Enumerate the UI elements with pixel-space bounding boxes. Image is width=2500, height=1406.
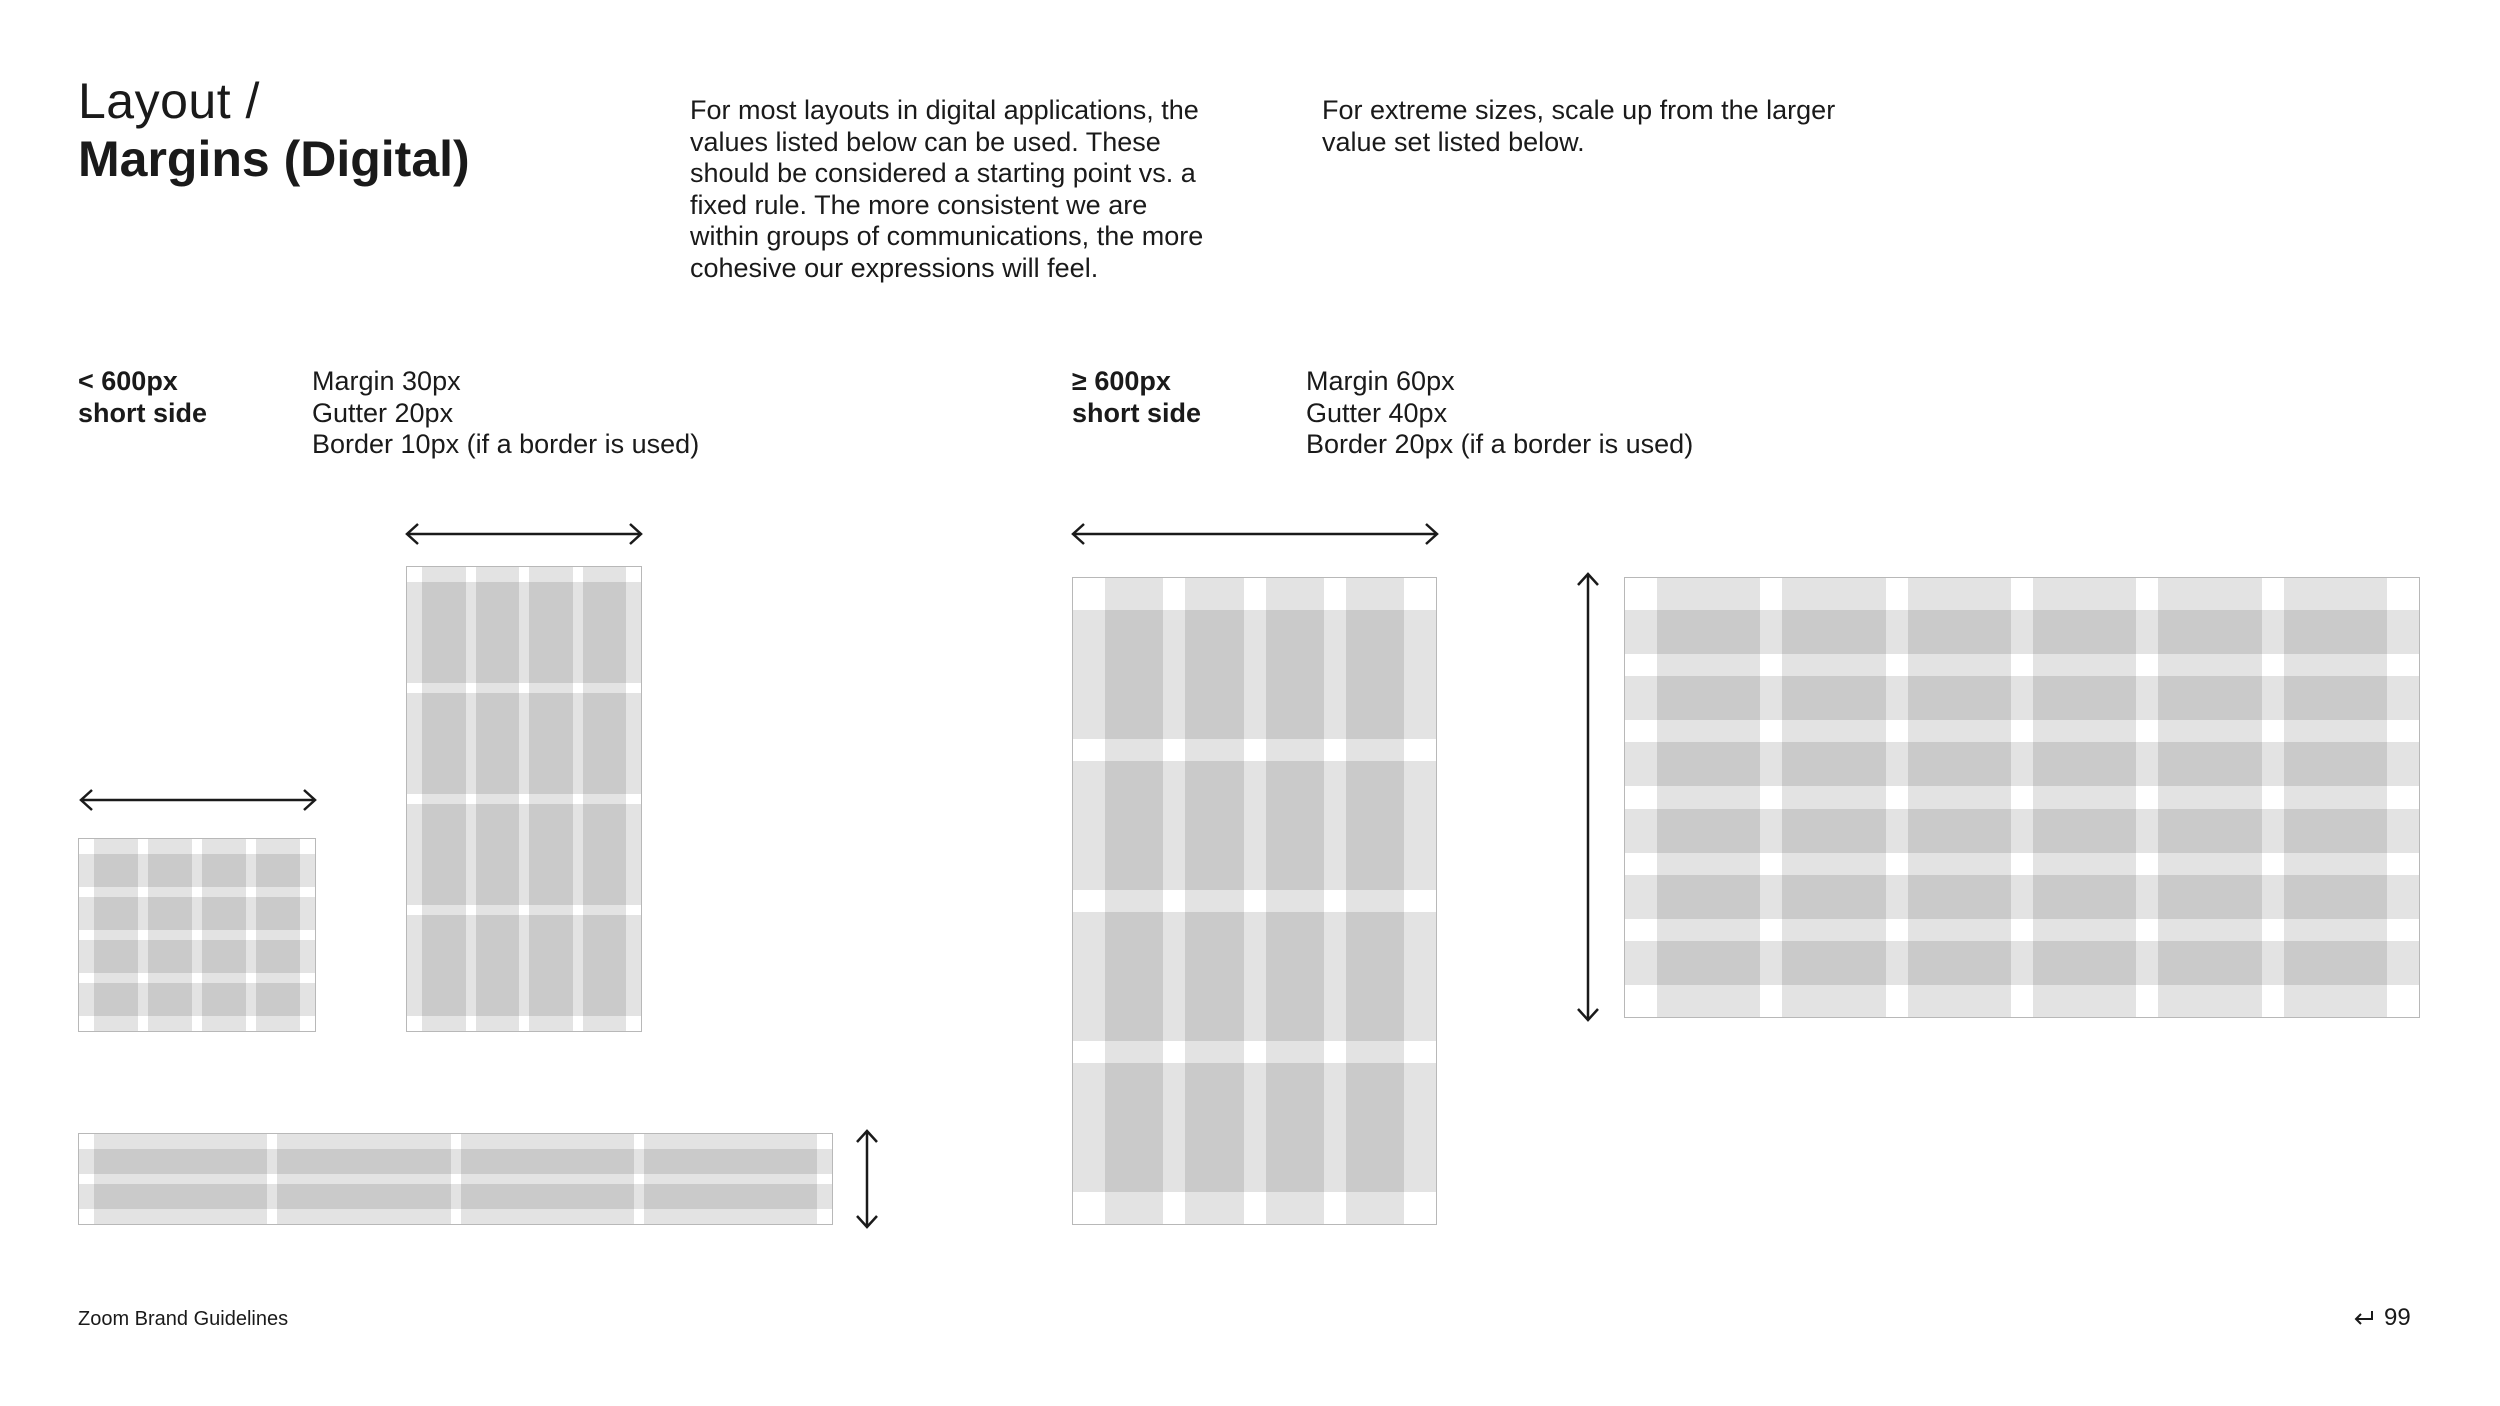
grid-row [1625,676,2419,720]
small-banner-layout-diagram [78,1133,833,1225]
grid-row [1625,875,2419,919]
large-breakpoint-label: ≥ 600px short side [1072,366,1202,428]
grid-row [79,854,315,887]
small-gutter-value: Gutter 20px [312,397,454,428]
large-spec-values [1306,366,1693,461]
grid-row [79,940,315,973]
grid-row [1625,610,2419,654]
grid-row [1073,610,1436,739]
grid-row [1625,742,2419,786]
extreme-sizes-note: For extreme sizes, scale up from the larger value set listed below. [1322,95,1836,157]
small-margin-value: Margin 30px [312,366,461,396]
grid-row [407,693,641,794]
small-portrait-layout-diagram [406,566,642,1032]
large-border-value: Border 20px (if a border is used) [1306,429,1694,460]
grid-row [79,897,315,930]
grid-column [94,1134,267,1224]
intro-paragraph: For most layouts in digital applications, the values listed below can be used. These should be considered a starting point vs. a fixed rule. The more consistent we are within groups of communications, the more cohesive our expressions will feel. [690,95,1204,283]
grid-row [1073,761,1436,890]
width-arrow-icon [1070,522,1440,546]
small-border-value: Border 10px (if a border is used) [312,429,700,460]
grid-row [1625,809,2419,853]
height-arrow-icon [855,1128,879,1230]
footer-brand: Zoom Brand Guidelines [78,1308,289,1330]
page-title: Margins (Digital) [78,131,470,187]
page-number: 99 [2384,1304,2411,1331]
return-arrow-icon[interactable] [2352,1308,2374,1328]
grid-row [1073,1063,1436,1192]
grid-row [79,983,315,1016]
grid-column [461,1134,634,1224]
grid-row [79,1184,832,1209]
large-portrait-layout-diagram [1072,577,1437,1225]
grid-row [1625,941,2419,985]
large-gutter-value: Gutter 40px [1306,397,1448,428]
small-breakpoint-label: < 600px short side [78,366,208,428]
page-number-group[interactable] [2352,1304,2411,1332]
grid-row [407,582,641,683]
large-landscape-layout-diagram [1624,577,2420,1018]
page-title-prefix: Layout / [78,73,260,129]
grid-row [1073,912,1436,1041]
grid-row [79,1149,832,1174]
grid-row [407,915,641,1016]
width-arrow-icon [78,788,318,812]
grid-column [644,1134,817,1224]
small-square-layout-diagram [78,838,316,1032]
large-margin-value: Margin 60px [1306,366,1455,396]
small-spec-values [312,366,699,461]
width-arrow-icon [404,522,644,546]
grid-row [407,804,641,905]
grid-column [277,1134,450,1224]
height-arrow-icon [1576,571,1600,1023]
